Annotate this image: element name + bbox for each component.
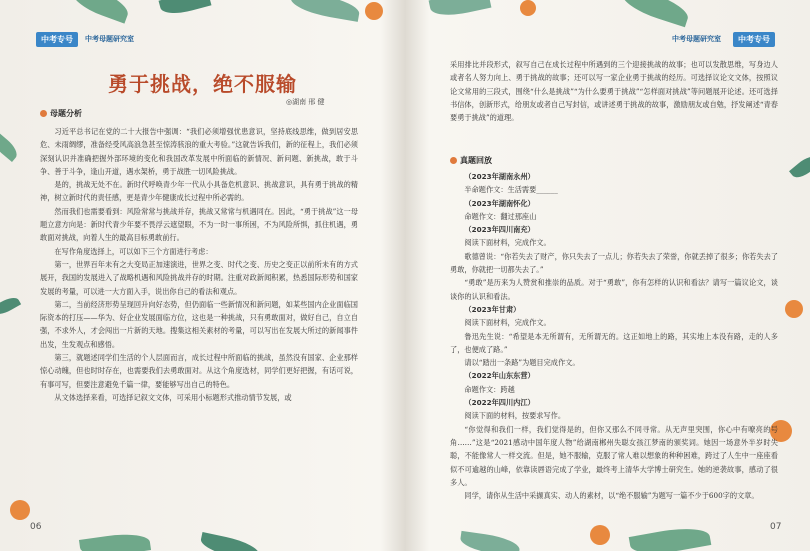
bullet-icon — [450, 157, 457, 164]
section-heading-text: 真题回放 — [460, 156, 492, 165]
exam-line: 请以“踏出一条路”为题目完成作文。 — [464, 358, 580, 368]
paragraph: 第三，就题述同学们生活的个人层面而言，成长过程中所面临的挑战，虽然没有国家、企业那样惊心动魄，但也时时存在，也需要我们去勇敢面对。从这个角度选材，同学们更好把握，有话可说，有事可写，但要注意避免千篇一律，要能够写出自己的特色。 — [40, 353, 358, 389]
exam-source: （2022年山东东营） — [464, 371, 535, 381]
right-page — [410, 0, 810, 551]
exam-line: 命题作文：跨越 — [464, 384, 515, 394]
section-heading-text: 母题分析 — [50, 109, 82, 118]
exam-line: 鲁迅先生说：“希望是本无所谓有，无所谓无的。这正如地上的路，其实地上本没有路，走的人多了，也便成了路。” — [450, 331, 778, 354]
article-body — [40, 125, 358, 530]
author-byline: ◎湖南 邢 健 — [286, 98, 325, 106]
exam-line: 阅读下面的材料，按要求写作。 — [464, 411, 566, 421]
section-heading — [40, 108, 82, 119]
bullet-icon — [40, 110, 47, 117]
section-heading — [450, 155, 492, 166]
paragraph: 习近平总书记在党的二十大报告中强调：“我们必须增强忧患意识，坚持底线思维，做到居安思危、未雨绸缪，准备经受风高浪急甚至惊涛骇浪的重大考验。”这就告诉我们，新的征程上，我们必须深刻认识并准确把握外部环境的变化和我国改革发展中所面临的新情况、新问题、新挑战，敢于斗争、善于斗争，逢山开道，遇水架桥，勇于战胜一切风险挑战。 — [40, 127, 358, 176]
exam-line: 半命题作文：生活需要______ — [464, 185, 558, 195]
page-number: 06 — [30, 522, 42, 532]
exam-source: （2022年四川内江） — [464, 398, 535, 408]
section-badge: 中考专号 — [733, 32, 775, 47]
exam-line: 歌德曾说：“你若失去了财产，你只失去了一点儿；你若失去了荣誉，你就丢掉了很多；你若失去了勇敢，你就把一切都失去了。” — [450, 251, 778, 275]
section-badge: 中考专号 — [36, 32, 78, 47]
exam-line: 阅读下面材料，完成作文。 — [464, 238, 551, 248]
page-number: 07 — [770, 522, 782, 532]
paragraph: 从文体选择来看，可选择记叙文文体，可采用小标题形式推动情节发展，或 — [54, 392, 292, 402]
exam-line: “勇敢”是历来为人赞赏和推崇的品质。对于“勇敢”，你有怎样的认识和看法？请写一篇议论文，谈谈你的认识和看法。 — [450, 278, 778, 301]
paragraph: 在写作角度选择上，可以如下三个方面进行考虑： — [54, 246, 213, 256]
paragraph: 采用排比并段形式，叙写自己在成长过程中所遇到的三个迎接挑战的故事；也可以发散思维，写身边人或者名人努力向上、勇于挑战的故事；还可以写一家企业勇于挑战的经历。可选择议论文文体，按照议论文常用的三段式，围绕“什么是挑战”“为什么要勇于挑战”“怎样面对挑战”等问题展开论述。还可选择书信体，创新形式，给朋友或者自己写封信，或讲述勇于挑战的故事，激励朋友或自勉，抒发阐述“青春要勇于挑战”的道理。 — [450, 60, 778, 123]
column-header: 中考母题研究室 — [672, 35, 721, 43]
paragraph: 然而我们也需要看到：风险常常与挑战并存，挑战又常常与机遇同在。因此，“勇于挑战”这一母题立意方向是：新时代青少年要不畏浮云遮望眼，不为一时一事所困，不为风险所惧，抓住机遇，勇敢面对挑战，向着人生的最高目标勇敢前行。 — [40, 206, 358, 243]
exam-line: 阅读下面材料，完成作文。 — [464, 318, 551, 328]
exam-line: 同学，请你从生活中采撷真实、动人的素材，以“绝不服输”为题写一篇不少于600字的文章。 — [464, 491, 759, 501]
left-page — [0, 0, 400, 551]
paragraph: 第一，世界百年未有之大变局正加速演进，世界之变、时代之变、历史之变正以前所未有的方式展开，我国的发展进入了战略机遇和风险挑战并存的时期。注重对政新闻积累，热悉国际形势和国家发展的考量，可以进一大方面入手，说出你自己的看法和观点。 — [40, 259, 358, 296]
paragraph: 是的，挑战无处不在。新时代呼唤青少年一代从小具备危机意识、挑战意识，具有勇于挑战的精神，树立新时代的责任感，更是青少年健康成长过程中所必需的。 — [40, 180, 358, 203]
exam-source: （2023年湖南永州） — [464, 172, 535, 181]
exam-list — [450, 170, 778, 530]
article-title: 勇于挑战，绝不服输 — [108, 72, 297, 96]
paragraph: 第二，当前经济形势呈现回升向好态势，但仍面临一些新情况和新问题，如某些国内企业面临国际资本的打压——华为、好企业发展面临方位，这也是一种挑战，只有勇敢面对，做好自己，自立自强，不求外人，才会闯出一片新的天地。搜集这相关素材的考量，可以写出在发展大所过的新闻事件出发，生发观点和感悟。 — [40, 299, 358, 349]
exam-line: 命题作文：翻过那座山 — [464, 211, 537, 221]
intro-body — [450, 58, 778, 124]
exam-source: （2023年甘肃） — [464, 304, 521, 314]
column-header: 中考母题研究室 — [85, 35, 134, 43]
exam-source: （2023年湖南怀化） — [464, 198, 535, 208]
exam-line: “你觉得和我们一样，我们觉得是的，但你又那么不同寻常。从无声里突围，你心中有嘹亮的号角……”这是“2021感动中国年度人物”给湖南郴州失聪女孩江梦南的颁奖词。她因一场意外半岁时失聪，不能像常人一样交流。但是，她不服输，克服了常人难以想象的种种困难，跨过了人生中一座座看似不可逾越的山峰，依靠读唇语完成了学业，最终考上清华大学博士研究生。她的逆袭故事，感动了很多人。 — [450, 424, 778, 487]
exam-source: （2023年四川南充） — [464, 225, 535, 235]
